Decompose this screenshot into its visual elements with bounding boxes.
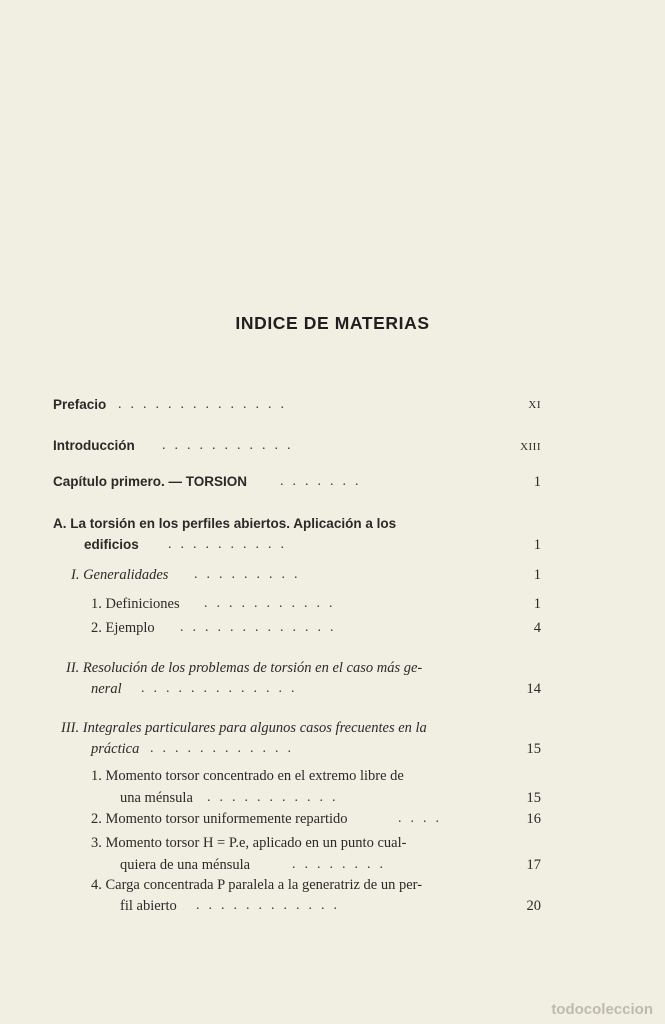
toc-label-line2: una ménsula [120, 790, 193, 806]
dot-leader: .......... [168, 537, 293, 552]
toc-page-number: 15 [526, 790, 541, 806]
toc-label: 2. Momento torsor uniformemente repartido [91, 811, 348, 827]
toc-label-line2: práctica [91, 741, 140, 757]
toc-page-number: XIII [520, 441, 541, 453]
toc-label: I. Generalidades [71, 567, 169, 583]
watermark-logo: todocoleccion [551, 1001, 653, 1018]
dot-leader: ............. [180, 620, 343, 635]
dot-leader: ........... [207, 790, 345, 805]
toc-page-number: 4 [533, 620, 541, 636]
toc-label-line2: edificios [84, 537, 139, 552]
toc-page-number: XI [528, 399, 541, 411]
toc-label-line1: 4. Carga concentrada P paralela a la generatriz de un per- [91, 877, 423, 893]
toc-page-number: 1 [533, 474, 541, 490]
toc-page-number: 15 [526, 741, 541, 757]
dot-leader: ......... [194, 567, 307, 582]
toc-label-line1: 3. Momento torsor H = P.e, aplicado en un punto cual- [91, 835, 407, 851]
toc-page-number: 20 [526, 898, 541, 914]
toc-page-number: 17 [526, 857, 541, 873]
toc-page-number: 1 [533, 596, 541, 612]
toc-label-line1: III. Integrales particulares para algunos casos frecuentes en la [61, 720, 427, 736]
toc-label-line2: neral [91, 681, 122, 697]
dot-leader: ............. [141, 681, 304, 696]
dot-leader: ............ [196, 898, 346, 913]
dot-leader: ............ [150, 741, 300, 756]
page-title: INDICE DE MATERIAS [235, 313, 430, 333]
toc-label-line1: 1. Momento torsor concentrado en el extremo libre de [91, 768, 404, 784]
dot-leader: ........ [292, 857, 392, 872]
toc-page-number: 16 [526, 811, 541, 827]
dot-leader: ........... [204, 596, 342, 611]
toc-label-line1: II. Resolución de los problemas de torsión en el caso más ge- [66, 660, 423, 676]
toc-label-line2: quiera de una ménsula [120, 857, 251, 873]
dot-leader: .............. [118, 397, 293, 412]
toc-label: Capítulo primero. — TORSION [53, 474, 248, 489]
toc-label: 1. Definiciones [91, 596, 180, 612]
toc-page-number: 14 [526, 681, 541, 697]
toc-page-number: 1 [533, 537, 541, 553]
toc-label: Prefacio [53, 397, 107, 412]
toc-label: Introducción [53, 438, 135, 453]
toc-label: 2. Ejemplo [91, 620, 155, 636]
dot-leader: .... [398, 811, 448, 826]
dot-leader: ....... [280, 474, 368, 489]
toc-page-number: 1 [533, 567, 541, 583]
dot-leader: ........... [162, 438, 300, 453]
toc-label-line1: A. La torsión en los perfiles abiertos. Aplicación a los [53, 516, 397, 531]
toc-label-line2: fil abierto [120, 898, 177, 914]
